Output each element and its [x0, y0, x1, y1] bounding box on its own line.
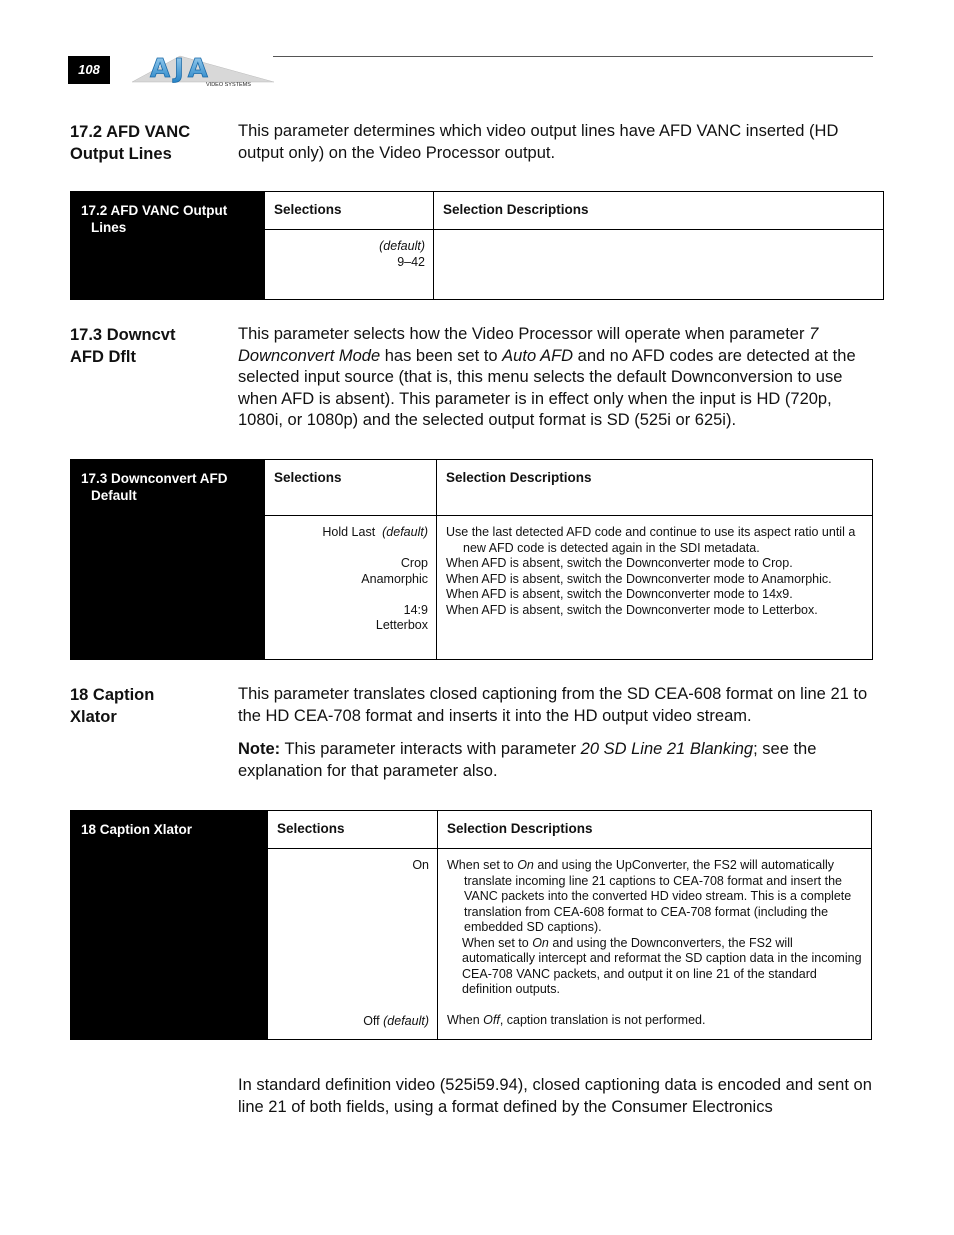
svg-text:VIDEO SYSTEMS: VIDEO SYSTEMS [206, 82, 251, 88]
section-body: This parameter translates closed captioning from the SD CEA-608 format on line 21 to the HD CEA-708 format and inserts it into the HD output video stream. Note: This parameter interacts with parameter 20 SD Line 21 Blanking; see the explanation for that parameter also. [238, 684, 870, 794]
section-heading: 17.3 Downcvt AFD Dflt [70, 326, 176, 366]
section-heading: 17.2 AFD VANC Output Lines [70, 123, 191, 163]
selection-cell: Hold Last (default) Crop Anamorphic 14:9 Letterbox [265, 516, 437, 660]
closing-paragraph: In standard definition video (525i59.94), closed captioning data is encoded and sent on line 21 of both fields, using a format defined by the Consumer Electronics [238, 1076, 872, 1116]
col-selections: Selections [265, 460, 437, 516]
section-body: This parameter selects how the Video Processor will operate when parameter 7 Downconvert Mode has been set to Auto AFD and no AFD codes are detected at the selected input source (that is, this menu selects the default Downconversion to use when AFD is absent). This parameter is in effect only when the input is HD (720p, 1080i, or 1080p) and the selected output format is SD (525i or 625i). [238, 325, 856, 430]
header-rule [273, 56, 873, 57]
col-descriptions: Selection Descriptions [434, 192, 884, 230]
svg-text:AJA: AJA [150, 54, 212, 84]
table-18 [70, 810, 872, 1040]
col-selections: Selections [265, 192, 434, 230]
page-number: 108 [68, 56, 110, 84]
description-cell: When set to On and using the UpConverter, the FS2 will automatically translate incoming line 21 captions to CEA-708 format and insert the VANC packets into the converted HD video stream. This is a complete translation from CEA-608 format to CEA-708 format (including the embedded SD captions). When set to On and using the Downconverters, the FS2 will automatically intercept and reformat the SD caption data in the incoming CEA-708 VANC packets, and output it on line 21 of the standard definition outputs. When Off, caption translation is not performed. [438, 849, 872, 1040]
section-body: This parameter determines which video output lines have AFD VANC inserted (HD output only) on the Video Processor output. [238, 122, 839, 162]
table-title: 17.3 Downconvert AFD Default [71, 460, 265, 660]
table-17-2 [70, 191, 884, 300]
table-title: 17.2 AFD VANC Output Lines [71, 192, 265, 300]
note: Note: This parameter interacts with parameter 20 SD Line 21 Blanking; see the explanation for that parameter also. [238, 740, 817, 780]
description-cell [434, 230, 884, 300]
selection-cell: On Off (default) [268, 849, 438, 1040]
table-title: 18 Caption Xlator [71, 811, 268, 1040]
col-descriptions: Selection Descriptions [437, 460, 873, 516]
section-heading: 18 Caption Xlator [70, 686, 155, 726]
col-selections: Selections [268, 811, 438, 849]
aja-logo [130, 52, 276, 90]
col-descriptions: Selection Descriptions [438, 811, 872, 849]
description-cell: Use the last detected AFD code and continue to use its aspect ratio until a new AFD code is detected again in the SDI metadata. When AFD is absent, switch the Downconverter mode to Crop. When AFD is absent, switch the Downconverter mode to Anamorphic. When AFD is absent, switch the Downconverter mode to 14x9. When AFD is absent, switch the Downconverter mode to Letterbox. [437, 516, 873, 660]
table-17-3 [70, 459, 873, 660]
selection-cell: (default) 9–42 [265, 230, 434, 300]
